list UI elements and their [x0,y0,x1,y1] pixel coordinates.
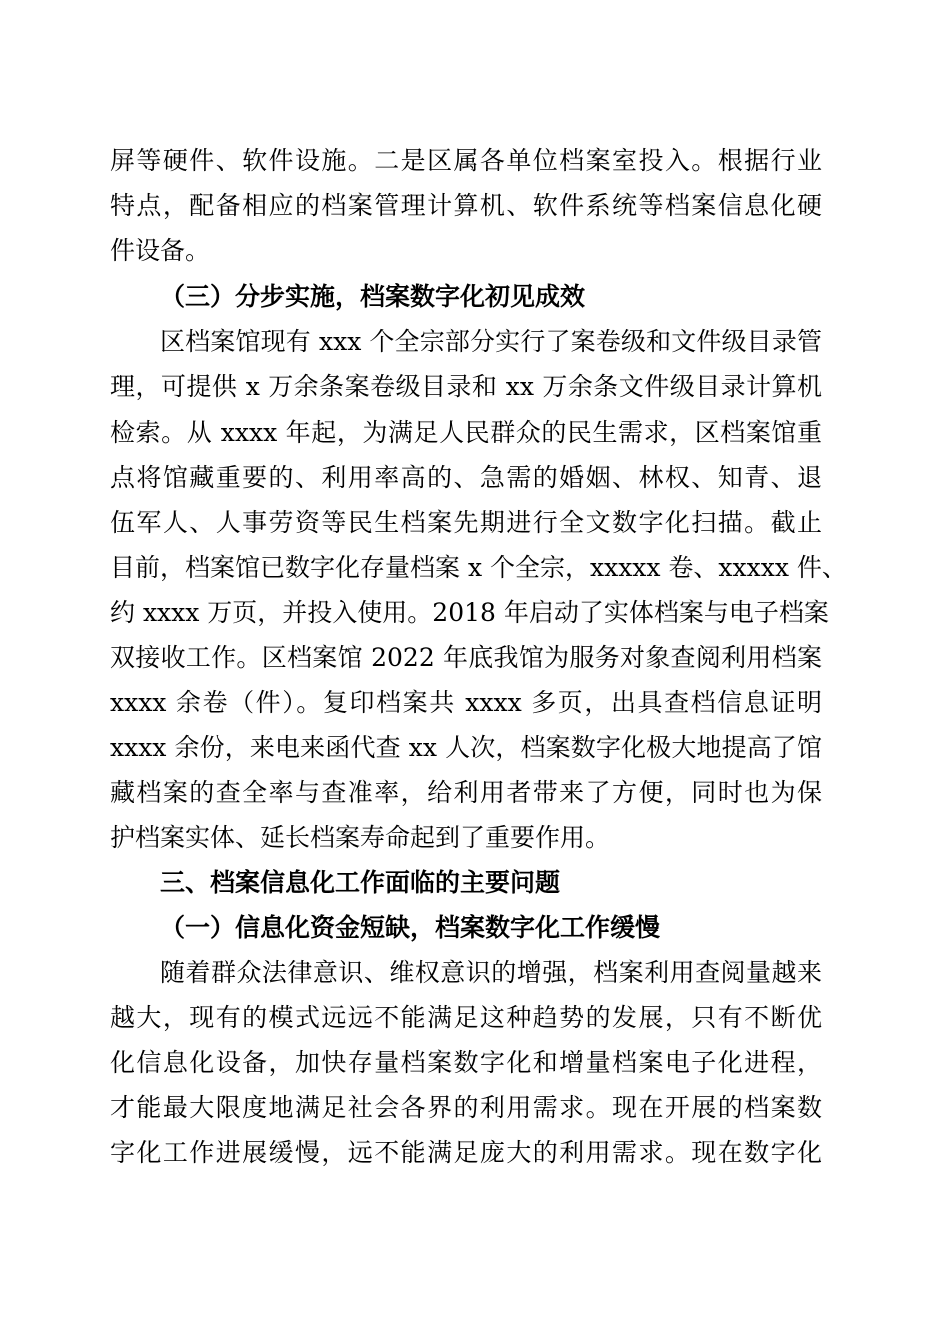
text-line: 特点，配备相应的档案管理计算机、软件系统等档案信息化硬 [110,191,822,220]
text-line: xxxx 余卷（件）。复印档案共 xxxx 多页，出具查档信息证明 [110,688,822,717]
text-line: 件设备。 [110,236,211,265]
text-line: 化信息化设备，加快存量档案数字化和增量档案电子化进程， [110,1048,822,1077]
text-line: 屏等硬件、软件设施。二是区属各单位档案室投入。根据行业 [110,146,822,175]
text-line: 目前，档案馆已数字化存量档案 x 个全宗，xxxxx 卷、xxxxx 件、 [110,553,847,582]
text-line: 检索。从 xxxx 年起，为满足人民群众的民生需求，区档案馆重 [110,418,822,447]
text-line: 双接收工作。区档案馆 2022 年底我馆为服务对象查阅利用档案 [110,643,822,672]
text-line: 理，可提供 x 万余条案卷级目录和 xx 万余条文件级目录计算机 [110,372,822,401]
section-subheading: （三）分步实施，档案数字化初见成效 [160,282,586,311]
text-line: 藏档案的查全率与查准率，给利用者带来了方便，同时也为保 [110,778,822,807]
section-heading: 三、档案信息化工作面临的主要问题 [160,868,561,897]
text-line: 点将馆藏重要的、利用率高的、急需的婚姻、林权、知青、退 [110,463,822,492]
text-line: 越大，现有的模式远远不能满足这种趋势的发展，只有不断优 [110,1003,822,1032]
text-line: xxxx 余份，来电来函代查 xx 人次，档案数字化极大地提高了馆 [110,733,822,762]
text-line: 才能最大限度地满足社会各界的利用需求。现在开展的档案数 [110,1093,822,1122]
section-subheading: （一）信息化资金短缺，档案数字化工作缓慢 [160,913,661,942]
text-line: 字化工作进展缓慢，远不能满足庞大的利用需求。现在数字化 [110,1138,822,1167]
text-line: 约 xxxx 万页，并投入使用。2018 年启动了实体档案与电子档案 [110,598,829,627]
text-line: 区档案馆现有 xxx 个全宗部分实行了案卷级和文件级目录管 [160,327,822,356]
text-line: 护档案实体、延长档案寿命起到了重要作用。 [110,823,611,852]
text-line: 随着群众法律意识、维权意识的增强，档案利用查阅量越来 [160,958,822,987]
text-line: 伍军人、人事劳资等民生档案先期进行全文数字化扫描。截止 [110,508,822,537]
